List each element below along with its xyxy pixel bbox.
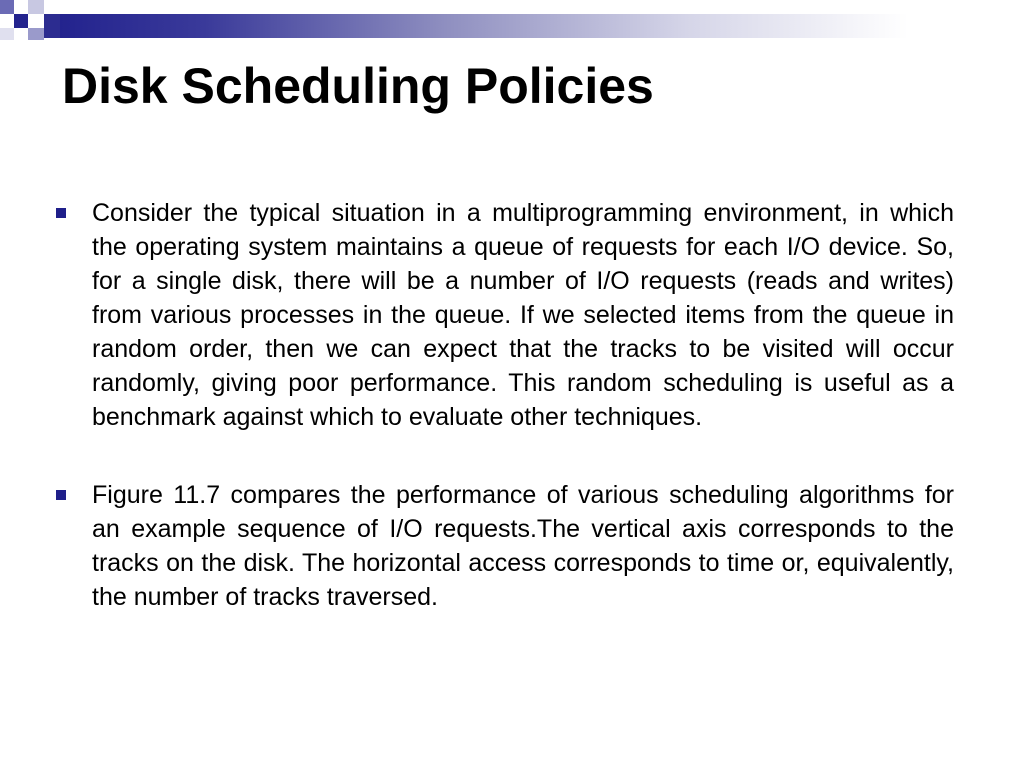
slide-title: Disk Scheduling Policies <box>62 58 654 114</box>
bullet-item <box>56 478 954 614</box>
bullet-text: Figure 11.7 compares the performance of various scheduling algorithms for an example sequence of I/O requests.The vertical axis corresponds to the tracks on the disk. The horizontal access corresponds to time or, equivalently, the number of tracks traversed. <box>92 481 954 611</box>
decor-square <box>0 0 14 14</box>
decor-square <box>14 14 28 28</box>
header-gradient-bar <box>60 14 1024 38</box>
bullet-list <box>56 196 954 658</box>
decor-square <box>44 14 60 38</box>
square-bullet-icon <box>56 196 92 230</box>
header-decoration <box>0 0 1024 42</box>
decor-square <box>0 28 14 40</box>
bullet-text: Consider the typical situation in a multiprogramming environment, in which the operating system maintains a queue of requests for each I/O device. So, for a single disk, there will be a number of I/O requests (reads and writes) from various processes in the queue. If we selected items from the queue in random order, then we can expect that the tracks to be visited will occur randomly, giving poor performance. This random scheduling is useful as a benchmark against which to evaluate other techniques. <box>92 199 954 431</box>
bullet-item <box>56 196 954 434</box>
square-bullet-icon <box>56 478 92 512</box>
decor-square <box>28 0 44 14</box>
decor-square <box>28 28 44 40</box>
